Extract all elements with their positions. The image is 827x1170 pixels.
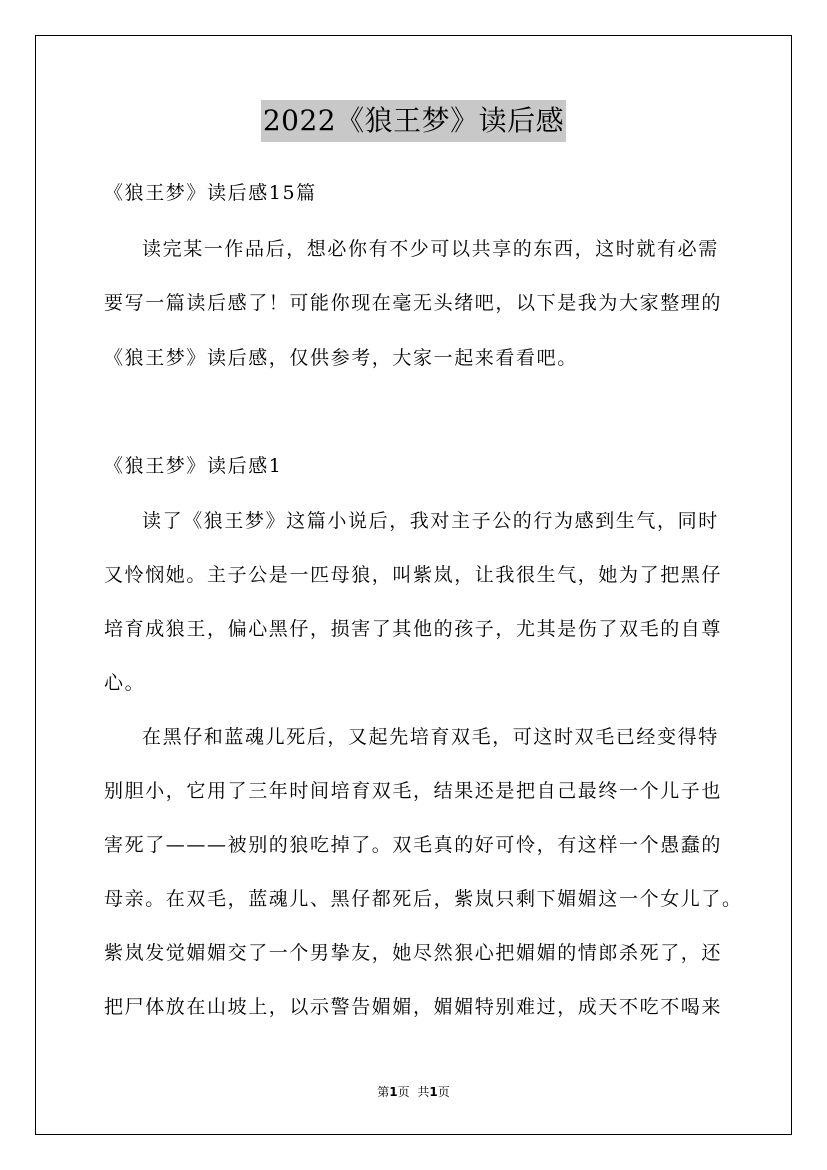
total-label-suffix: 页	[437, 1085, 450, 1099]
paragraph1-line-3: 培育成狼王，偏心黑仔，损害了其他的孩子，尤其是伤了双毛的自尊	[104, 618, 723, 640]
page-footer	[0, 1083, 827, 1101]
page-label-suffix: 页	[397, 1085, 410, 1099]
page-number: 1	[389, 1085, 398, 1099]
paragraph1-line-1: 读了《狼王梦》这篇小说后，我对主子公的行为感到生气，同时	[142, 510, 719, 532]
page-label-prefix: 第	[377, 1085, 390, 1099]
document-title: 2022《狼王梦》读后感	[261, 100, 566, 142]
paragraph1-line-2: 又怜悯她。主子公是一匹母狼，叫紫岚，让我很生气，她为了把黑仔	[104, 564, 723, 586]
paragraph2-line-3: 害死了———被别的狼吃掉了。双毛真的好可怜，有这样一个愚蠢的	[104, 834, 723, 856]
intro-line-1: 读完某一作品后，想必你有不少可以共享的东西，这时就有必需	[142, 238, 719, 260]
paragraph2-line-4: 母亲。在双毛，蓝魂儿、黑仔都死后，紫岚只剩下媚媚这一个女儿了。	[104, 888, 743, 910]
total-pages: 1	[429, 1085, 438, 1099]
section-heading: 《狼王梦》读后感1	[104, 455, 283, 477]
document-subtitle: 《狼王梦》读后感15篇	[104, 182, 317, 204]
intro-line-3: 《狼王梦》读后感，仅供参考，大家一起来看看吧。	[104, 347, 578, 369]
paragraph2-line-6: 把尸体放在山坡上，以示警告媚媚，媚媚特别难过，成天不吃不喝来	[104, 996, 723, 1018]
paragraph2-line-5: 紫岚发觉媚媚交了一个男挚友，她尽然狠心把媚媚的情郎杀死了，还	[104, 942, 723, 964]
intro-line-2: 要写一篇读后感了！可能你现在毫无头绪吧，以下是我为大家整理的	[104, 292, 723, 314]
paragraph2-line-2: 别胆小，它用了三年时间培育双毛，结果还是把自己最终一个儿子也	[104, 780, 723, 802]
title-container	[0, 100, 827, 142]
total-label-prefix: 共	[417, 1085, 430, 1099]
paragraph2-line-1: 在黑仔和蓝魂儿死后，又起先培育双毛，可这时双毛已经变得特	[142, 726, 719, 748]
paragraph1-line-4: 心。	[104, 672, 146, 694]
